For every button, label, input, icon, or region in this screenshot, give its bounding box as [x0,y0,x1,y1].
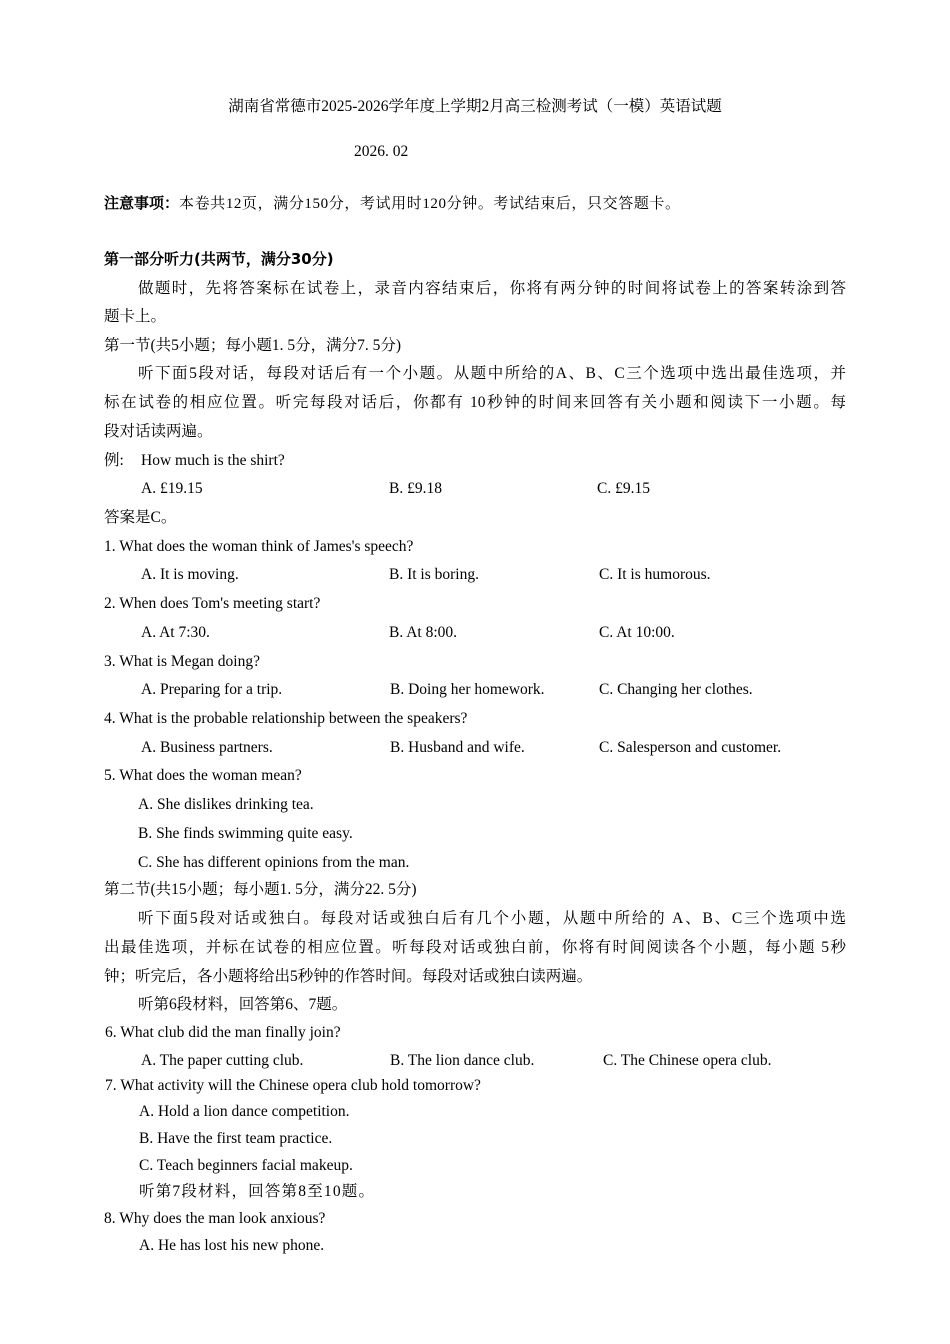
example-answer: 答案是C。 [104,509,177,526]
q5-option-a: A. She dislikes drinking tea. [138,796,314,813]
q3-option-a: A. Preparing for a trip. [141,681,283,698]
q4-option-b: B. Husband and wife. [390,739,525,756]
q6-option-a: A. The paper cutting club. [141,1052,304,1069]
section2-instr-line2: 出最佳选项，并标在试卷的相应位置。听每段对话或独白前，你将有时间阅读各个小题，每小题 5秒 [104,939,846,956]
q5-option-b: B. She finds swimming quite easy. [138,825,353,842]
exam-date: 2026. 02 [354,143,409,160]
example-question: How much is the shirt? [141,452,285,469]
example-option-a: A. £19.15 [141,480,203,497]
section2-instr-line3: 钟；听完后，各小题将给出5秒钟的作答时间。每段对话或独白读两遍。 [104,968,593,985]
q1-option-b: B. It is boring. [389,566,479,583]
section1-heading: 第一节(共5小题；每小题1. 5分，满分7. 5分) [104,337,402,354]
exam-title: 湖南省常德市2025-2026学年度上学期2月高三检测考试（一模）英语试题 [228,98,722,115]
example-option-b: B. £9.18 [389,480,442,497]
q2-option-a: A. At 7:30. [141,624,210,641]
question-6: 6. What club did the man finally join? [105,1024,341,1041]
part1-heading: 第一部分听力(共两节，满分30分) [104,250,334,268]
q8-option-a: A. He has lost his new phone. [139,1237,325,1254]
question-7: 7. What activity will the Chinese opera club hold tomorrow? [105,1077,481,1094]
section1-instr-line2: 标在试卷的相应位置。听完每段对话后，你都有 10秒钟的时间来回答有关小题和阅读下一小题。每 [104,394,846,411]
q7-option-c: C. Teach beginners facial makeup. [139,1157,353,1174]
q1-option-c: C. It is humorous. [599,566,711,583]
q6-option-c: C. The Chinese opera club. [603,1052,772,1069]
material-6-instruction: 听第6段材料，回答第6、7题。 [138,996,348,1013]
q2-option-b: B. At 8:00. [389,624,458,641]
q3-option-b: B. Doing her homework. [390,681,545,698]
notice-text: 本卷共12页，满分150分，考试用时120分钟。考试结束后，只交答题卡。 [179,196,681,212]
q1-option-a: A. It is moving. [141,566,239,583]
section2-heading: 第二节(共15小题；每小题1. 5分，满分22. 5分) [104,881,417,898]
q5-option-c: C. She has different opinions from the man. [138,854,410,871]
q2-option-c: C. At 10:00. [599,624,675,641]
example-option-c: C. £9.15 [597,480,650,497]
part1-intro-line1: 做题时，先将答案标在试卷上，录音内容结束后，你将有两分钟的时间将试卷上的答案转涂到答 [138,280,846,297]
example-label: 例: [104,452,124,469]
question-5: 5. What does the woman mean? [104,767,302,784]
question-1: 1. What does the woman think of James's speech? [104,538,414,555]
q4-option-a: A. Business partners. [141,739,273,756]
question-3: 3. What is Megan doing? [104,653,260,670]
section1-instr-line3: 段对话读两遍。 [104,423,213,440]
question-8: 8. Why does the man look anxious? [104,1210,326,1227]
notice [104,194,681,213]
section1-instr-line1: 听下面5段对话，每段对话后有一个小题。从题中所给的A、B、C三个选项中选出最佳选项，并 [138,365,846,382]
q6-option-b: B. The lion dance club. [390,1052,535,1069]
q7-option-a: A. Hold a lion dance competition. [139,1103,350,1120]
section2-instr-line1: 听下面5段对话或独白。每段对话或独白后有几个小题，从题中所给的 A、B、C三个选项中选 [138,910,846,927]
notice-label: 注意事项： [104,194,180,212]
q7-option-b: B. Have the first team practice. [139,1130,333,1147]
q3-option-c: C. Changing her clothes. [599,681,753,698]
q4-option-c: C. Salesperson and customer. [599,739,782,756]
material-7-instruction: 听第7段材料，回答第8至10题。 [139,1183,376,1200]
question-4: 4. What is the probable relationship between the speakers? [104,710,468,727]
question-2: 2. When does Tom's meeting start? [104,595,321,612]
part1-intro-line2: 题卡上。 [104,308,167,325]
